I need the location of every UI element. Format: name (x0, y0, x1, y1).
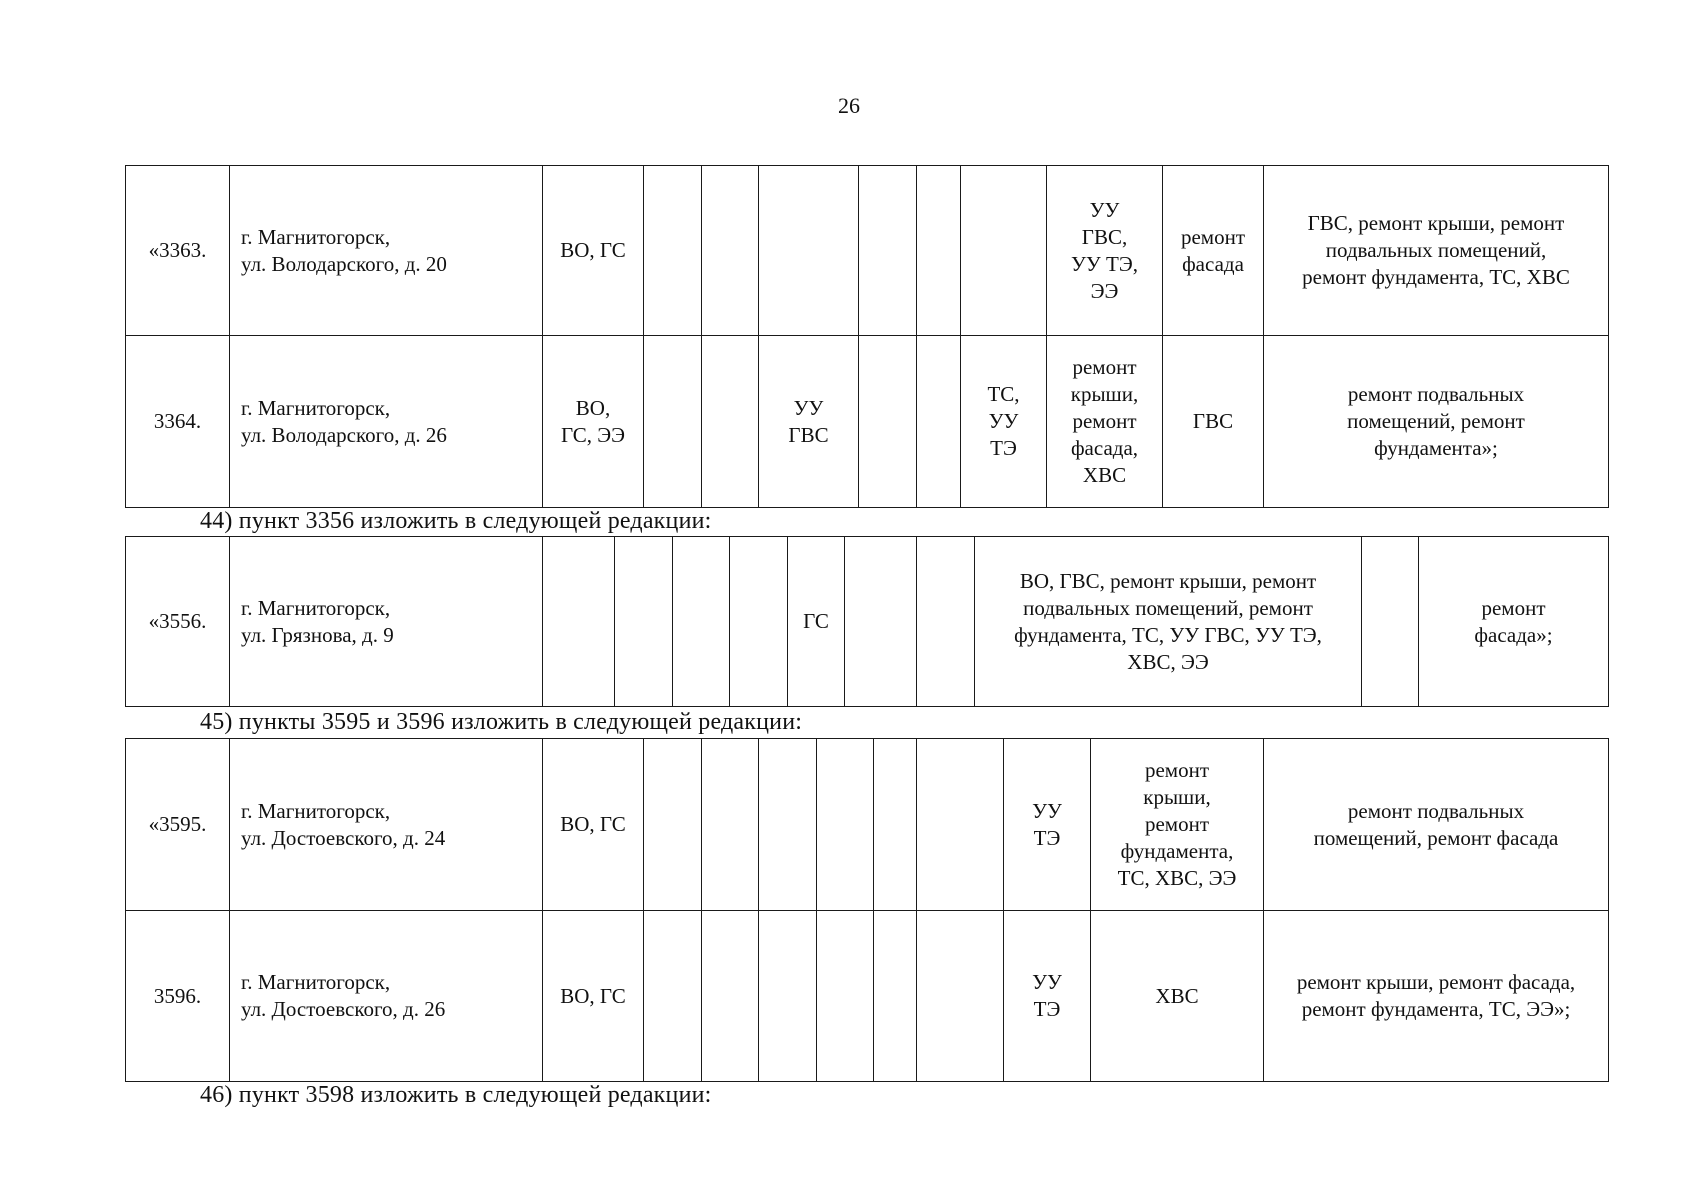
address-cell: г. Магнитогорск, ул. Володарского, д. 26 (230, 336, 543, 508)
cell-col9 (917, 537, 975, 707)
table-row (126, 166, 1609, 336)
cell-col3: ВО, ГС (543, 911, 644, 1082)
cell-col11: ремонт фасада (1163, 166, 1264, 336)
cell-col8 (917, 166, 961, 336)
cell-col10: ремонт крыши, ремонт фасада, ХВС (1047, 336, 1163, 508)
cell-col5 (702, 739, 759, 911)
table-row (126, 911, 1609, 1082)
cell-col5 (702, 336, 759, 508)
table-row (126, 336, 1609, 508)
cell-col9 (961, 166, 1047, 336)
cell-col8 (874, 911, 917, 1082)
cell-col12: ремонт крыши, ремонт фасада, ремонт фундамента, ТС, ЭЭ»; (1264, 911, 1609, 1082)
cell-col8 (874, 739, 917, 911)
table-item-3556 (125, 536, 1609, 707)
cell-col3: ВО, ГС (543, 166, 644, 336)
address-cell: г. Магнитогорск, ул. Грязнова, д. 9 (230, 537, 543, 707)
instruction-44: 44) пункт 3356 изложить в следующей редакции: (200, 508, 712, 534)
item-number: «3595. (126, 739, 230, 911)
cell-col9: ТС, УУ ТЭ (961, 336, 1047, 508)
cell-col6 (759, 911, 817, 1082)
cell-col10: УУ ГВС, УУ ТЭ, ЭЭ (1047, 166, 1163, 336)
cell-col11: ХВС (1091, 911, 1264, 1082)
cell-col12: ремонт фасада»; (1419, 537, 1609, 707)
table-row (126, 537, 1609, 707)
cell-col11: ГВС (1163, 336, 1264, 508)
address-cell: г. Магнитогорск, ул. Достоевского, д. 24 (230, 739, 543, 911)
cell-col7 (817, 739, 874, 911)
cell-col10: УУ ТЭ (1004, 911, 1091, 1082)
cell-col3: ВО, ГС, ЭЭ (543, 336, 644, 508)
cell-col4 (615, 537, 673, 707)
address-cell: г. Магнитогорск, ул. Володарского, д. 20 (230, 166, 543, 336)
cell-col12: ремонт подвальных помещений, ремонт фундамента»; (1264, 336, 1609, 508)
cell-col4 (644, 166, 702, 336)
table-row (126, 739, 1609, 911)
item-number: 3364. (126, 336, 230, 508)
address-cell: г. Магнитогорск, ул. Достоевского, д. 26 (230, 911, 543, 1082)
cell-col7 (817, 911, 874, 1082)
cell-col12: ГВС, ремонт крыши, ремонт подвальных помещений, ремонт фундамента, ТС, ХВС (1264, 166, 1609, 336)
cell-col6 (730, 537, 788, 707)
table-items-3363-3364 (125, 165, 1609, 508)
cell-col6 (759, 166, 859, 336)
cell-col4 (644, 739, 702, 911)
cell-col4 (644, 336, 702, 508)
cell-col10: ВО, ГВС, ремонт крыши, ремонт подвальных помещений, ремонт фундамента, ТС, УУ ГВС, УУ ТЭ, ХВС, ЭЭ (975, 537, 1362, 707)
cell-col7: ГС (788, 537, 845, 707)
table-items-3595-3596 (125, 738, 1609, 1082)
item-number: «3556. (126, 537, 230, 707)
cell-col8 (917, 336, 961, 508)
cell-col9 (917, 739, 1004, 911)
item-number: «3363. (126, 166, 230, 336)
cell-col12: ремонт подвальных помещений, ремонт фасада (1264, 739, 1609, 911)
item-number: 3596. (126, 911, 230, 1082)
cell-col3 (543, 537, 615, 707)
instruction-46: 46) пункт 3598 изложить в следующей редакции: (200, 1082, 712, 1108)
cell-col11: ремонт крыши, ремонт фундамента, ТС, ХВС, ЭЭ (1091, 739, 1264, 911)
cell-col6 (759, 739, 817, 911)
cell-col3: ВО, ГС (543, 739, 644, 911)
cell-col5 (702, 166, 759, 336)
cell-col5 (673, 537, 730, 707)
cell-col8 (845, 537, 917, 707)
cell-col10: УУ ТЭ (1004, 739, 1091, 911)
cell-col7 (859, 336, 917, 508)
instruction-45: 45) пункты 3595 и 3596 изложить в следующей редакции: (200, 709, 803, 735)
cell-col11 (1362, 537, 1419, 707)
cell-col4 (644, 911, 702, 1082)
cell-col5 (702, 911, 759, 1082)
cell-col7 (859, 166, 917, 336)
page-number: 26 (838, 93, 860, 118)
cell-col6: УУ ГВС (759, 336, 859, 508)
cell-col9 (917, 911, 1004, 1082)
